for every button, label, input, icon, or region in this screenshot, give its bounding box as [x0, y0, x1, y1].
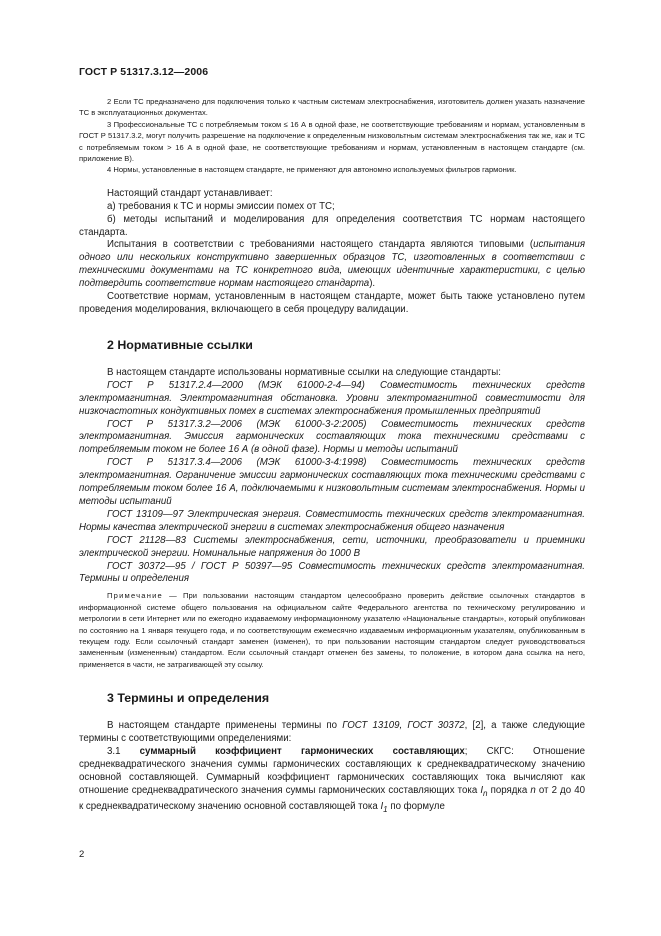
note-text: — При пользовании настоящим стандартом целесообразно проверить действие ссылочных стандартов в информационной системе общего пользования на официальном сайте Федерального агентства по техническому регулированию и метрологии в сети Интернет или по ежегодно издаваемому информационному указателю «Национальные стандарты», который опубликован по состоянию на 1 января текущего года, и по соответствующим ежемесячно издаваемым информационным указателям, опубликованным в текущем году. Если ссылочный стандарт заменен (изменен), то при пользовании настоящим стандартом следует руководствоваться замененным (измененным) стандартом. Если ссылочный стандарт отменен без замены, то положение, в котором дана ссылка на него, применяется в части, не затрагивающей эту ссылку.	[79, 591, 585, 669]
ref-gost-13109: ГОСТ 13109—97 Электрическая энергия. Совместимость технических средств электромагнитная. Нормы качества электрической энергии в системах электроснабжения общего назначения	[79, 508, 585, 533]
ref-gost-21128: ГОСТ 21128—83 Системы электроснабжения, сети, источники, преобразователи и приемники электрической энергии. Номинальные напряжения до 1000 В	[79, 534, 585, 559]
symbol-n: n	[530, 784, 536, 796]
symbol-i-base: I	[380, 800, 384, 812]
term-number: 3.1	[107, 745, 140, 757]
term-abbr: ; СКГС:	[464, 745, 533, 757]
scope-item-a: а) требования к ТС и нормы эмиссии помех от ТС;	[107, 200, 335, 212]
def-text-1: Отношение среднеквадратического значения суммы гармонических составляющих к среднеквадратическому значению основной составляющей. Суммарный коэффициент гармонических составляющих тока вычисляют как отношение среднеквадратического значения суммы гармонических составляющих тока	[79, 745, 585, 796]
scope-tests	[79, 239, 585, 291]
standard-header: ГОСТ Р 51317.3.12—2006	[79, 66, 209, 78]
intro-note-4: 4 Нормы, установленные в настоящем стандарте, не применяют для автономно используемых фильтров гармоник.	[107, 165, 517, 175]
intro-note-3: 3 Профессиональные ТС с потребляемым током ≤ 16 А в одной фазе, не соответствующие требованиям и нормам, установленным в ГОСТ Р 51317.3.2, могут получить разрешение на подключение к определенным низковольтным системам электроснабжения так же, как и ТС с потребляемым током > 16 А в одной фазе, не соответствующие требованиям и нормам, установленным в настоящем стандарте (см. приложение В).	[79, 119, 585, 164]
symbol-i-1	[380, 801, 387, 812]
lead-text-start: В настоящем стандарте применены термины по	[107, 720, 343, 732]
tests-text-end: ).	[369, 278, 376, 290]
ref-gost-51317-3-2: ГОСТ Р 51317.3.2—2006 (МЭК 61000-3-2:2005) Совместимость технических средств электромагнитная. Эмиссия гармонических составляющих тока техническими средствами с потребляемым током не более 16 А (в одной фазе). Нормы и методы испытаний	[79, 418, 585, 456]
ref-gost-30372: ГОСТ 30372—95 / ГОСТ Р 50397—95 Совместимость технических средств электромагнитная. Термины и определения	[79, 560, 585, 585]
scope-lead: Настоящий стандарт устанавливает:	[107, 187, 273, 199]
symbol-n-sub: n	[483, 788, 488, 798]
ref-gost-51317-2-4: ГОСТ Р 51317.2.4—2000 (МЭК 61000-2-4—94) Совместимость технических средств электромагнитная. Электромагнитная обстановка. Уровни электромагнитной совместимости для низкочастотных кондуктивных помех в системах электроснабжения промышленных предприятий	[79, 379, 585, 417]
term-3-1	[79, 746, 585, 816]
intro-note-2: 2 Если ТС предназначено для подключения только к частным системам электроснабжения, изготовитель должен указать назначение ТС в эксплуатационных документах.	[79, 97, 585, 118]
symbol-i: I	[480, 784, 484, 796]
section-3-heading: 3 Термины и определения	[107, 691, 270, 706]
scope-item-b: б) методы испытаний и моделирования для определения соответствия ТС нормам настоящего стандарта.	[79, 213, 585, 238]
tests-definition: испытания одного или нескольких конструктивно завершенных образцов ТС, изготовленных в соответствии с техническими документами на ТС конкретного вида, имеющих идентичные характеристики, с целью подтвердить соответствие нормам настоящего стандарта	[79, 239, 585, 290]
section-3-lead	[79, 720, 585, 746]
lead-text-end: , [2], а также следующие термины с соответствующими определениями:	[79, 720, 585, 745]
section-2-lead: В настоящем стандарте использованы нормативные ссылки на следующие стандарты:	[107, 366, 501, 378]
symbol-i-n	[480, 785, 487, 796]
lead-refs: ГОСТ 13109, ГОСТ 30372	[342, 720, 465, 732]
page-number: 2	[79, 849, 85, 860]
def-text-4: по формуле	[387, 800, 445, 812]
ref-gost-51317-3-4: ГОСТ Р 51317.3.4—2006 (МЭК 61000-3-4:1998) Совместимость технических средств электромагнитная. Ограничение эмиссии гармонических составляющих тока техническими средствами с потребляемым током более 16 А, подключаемыми к низковольтным системам электроснабжения. Нормы и методы испытаний	[79, 457, 585, 507]
def-text-2: порядка	[487, 784, 531, 796]
references-note	[79, 590, 585, 670]
page-content	[79, 96, 585, 816]
note-label: Примечание	[107, 591, 163, 601]
term-name: суммарный коэффициент гармонических составляющих	[139, 745, 465, 757]
tests-text-start: Испытания в соответствии с требованиями настоящего стандарта являются типовыми (	[107, 239, 534, 251]
section-2-heading: 2 Нормативные ссылки	[107, 337, 253, 352]
symbol-1-sub: 1	[383, 804, 388, 814]
scope-compliance: Соответствие нормам, установленным в настоящем стандарте, может быть также установлено путем проведения моделирования, включающего в себя процедуру валидации.	[79, 291, 585, 315]
def-text-3: от 2 до 40 к среднеквадратическому значению основной составляющей тока	[79, 784, 585, 812]
